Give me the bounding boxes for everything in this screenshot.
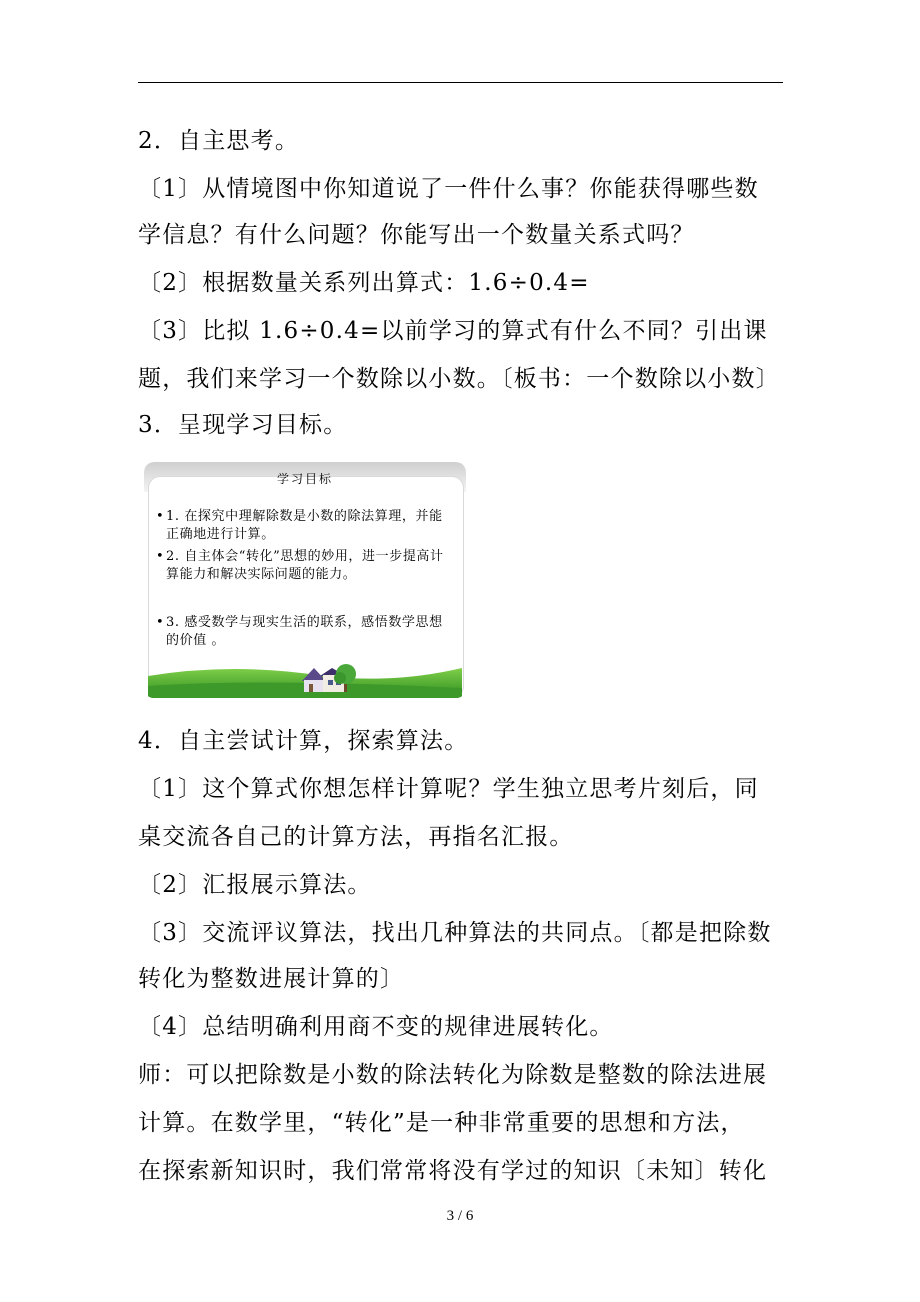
paragraph-line: 〔1〕从情境图中你知道说了一件什么事？你能获得哪些数 bbox=[138, 176, 759, 202]
paragraph-line: 转化为整数进展计算的〕 bbox=[138, 966, 405, 992]
heading-self-thinking: 2．自主思考。 bbox=[138, 128, 300, 154]
slide-title: 学习目标 bbox=[276, 472, 333, 486]
paragraph-line: 〔4〕总结明确利用商不变的规律进展转化。 bbox=[138, 1014, 614, 1040]
paragraph-line: 师：可以把除数是小数的除法转化为除数是整数的除法进展 bbox=[138, 1062, 768, 1088]
bullet-icon: • bbox=[156, 509, 165, 524]
learning-goals-slide bbox=[144, 462, 466, 698]
paragraph-line: 在探索新知识时，我们常常将没有学过的知识〔未知〕转化 bbox=[138, 1158, 768, 1184]
paragraph-line: 题，我们来学习一个数除以小数。〔板书：一个数除以小数〕 bbox=[138, 366, 780, 392]
header-rule bbox=[138, 82, 783, 83]
bullet-icon: • bbox=[156, 615, 165, 630]
paragraph-line: 〔2〕根据数量关系列出算式：1.6÷0.4= bbox=[138, 270, 590, 296]
bullet-icon: • bbox=[156, 549, 165, 564]
paragraph-line: 〔3〕比拟 1.6÷0.4=以前学习的算式有什么不同？引出课 bbox=[138, 318, 768, 344]
paragraph-line: 桌交流各自己的计算方法，再指名汇报。 bbox=[138, 824, 574, 850]
slide-goal-item: • 1. 在探究中理解除数是小数的除法算理，并能正确地进行计算。 bbox=[156, 509, 443, 542]
heading-try-calculation: 4．自主尝试计算，探索算法。 bbox=[138, 728, 469, 754]
paragraph-line: 〔2〕汇报展示算法。 bbox=[138, 872, 372, 898]
paragraph-line: 计算。在数学里，“转化”是一种非常重要的思想和方法， bbox=[138, 1110, 745, 1136]
paragraph-line: 学信息？有什么问题？你能写出一个数量关系式吗？ bbox=[138, 222, 695, 248]
page-number: 3 / 6 bbox=[446, 1208, 474, 1224]
slide-goal-item: • 3. 感受数学与现实生活的联系，感悟数学思想的价值 。 bbox=[156, 615, 443, 648]
paragraph-line: 〔3〕交流评议算法，找出几种算法的共同点。〔都是把除数 bbox=[138, 920, 772, 946]
paragraph-line: 〔1〕这个算式你想怎样计算呢？学生独立思考片刻后，同 bbox=[138, 776, 759, 802]
heading-learning-goals: 3．呈现学习目标。 bbox=[138, 412, 348, 438]
slide-goal-item: • 2. 自主体会“转化”思想的妙用，进一步提高计算能力和解决实际问题的能力。 bbox=[156, 549, 444, 582]
